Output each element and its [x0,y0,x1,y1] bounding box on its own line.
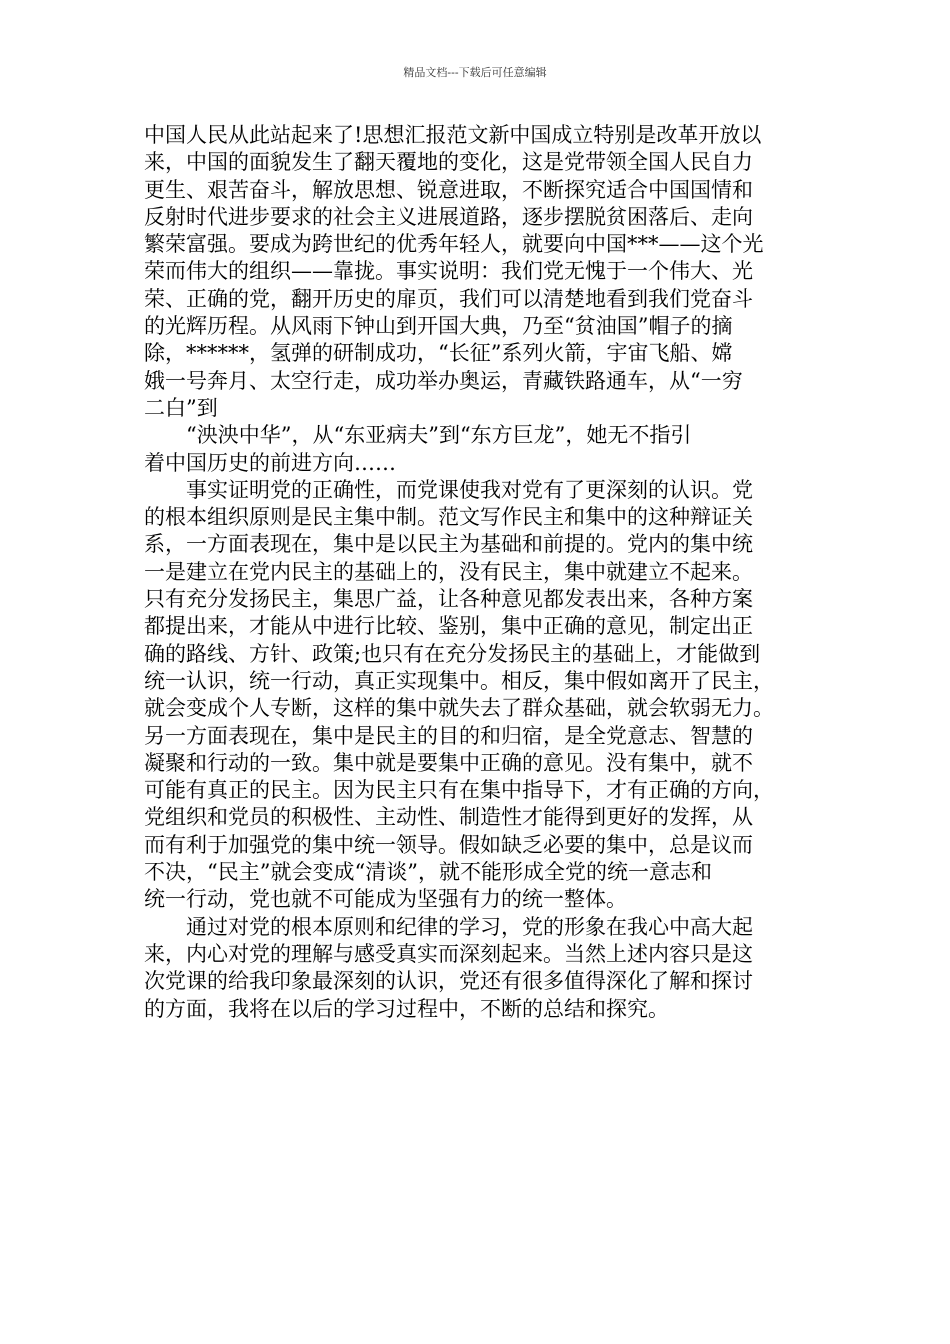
text-line: 着中国历史的前进方向…… [144,450,396,475]
text-line: 来，内心对党的理解与感受真实而深刻起来。当然上述内容只是这 [144,941,753,966]
text-line: 繁荣富强。要成为跨世纪的优秀年轻人，就要向中国***——这个光 [144,232,764,257]
text-line: 统一认识，统一行动，真正实现集中。相反，集中假如离开了民主， [144,668,774,693]
document-body [144,122,808,1023]
text-line: 党组织和党员的积极性、主动性、制造性才能得到更好的发挥，从 [144,805,753,830]
page-header: 精品文档---下载后可任意编辑 [403,66,547,79]
text-line: 通过对党的根本原则和纪律的学习，党的形象在我心中高大起 [144,914,753,939]
text-line: 系，一方面表现在，集中是以民主为基础和前提的。党内的集中统 [144,532,753,557]
text-line: 更生、艰苦奋斗，解放思想、锐意进取，不断探究适合中国国情和 [144,177,753,202]
text-line: 的根本组织原则是民主集中制。范文写作民主和集中的这种辩证关 [144,505,753,530]
text-line: 另一方面表现在，集中是民主的目的和归宿，是全党意志、智慧的 [144,723,753,748]
text-line: 中国人民从此站起来了!思想汇报范文新中国成立特别是改革开放以 [144,123,762,147]
text-line: 统一行动，党也就不可能成为坚强有力的统一整体。 [144,887,627,912]
text-line: 次党课的给我印象最深刻的认识，党还有很多值得深化了解和探讨 [144,969,753,994]
text-line: 荣而伟大的组织——靠拢。事实说明：我们党无愧于一个伟大、光 [144,259,753,284]
text-line: “泱泱中华”，从“东亚病夫”到“东方巨龙”，她无不指引 [144,423,692,448]
text-line: 的光辉历程。从风雨下钟山到开国大典，乃至“贫油国”帽子的摘 [144,314,733,339]
text-line: 二白”到 [144,395,218,420]
text-line: 就会变成个人专断，这样的集中就失去了群众基础，就会软弱无力。 [144,696,774,721]
text-line: 一是建立在党内民主的基础上的，没有民主，集中就建立不起来。 [144,559,753,584]
text-line: 而有利于加强党的集中统一领导。假如缺乏必要的集中，总是议而 [144,832,753,857]
text-line: 不决，“民主”就会变成“清谈”，就不能形成全党的统一意志和 [144,860,712,885]
text-line: 确的路线、方针、政策;也只有在充分发扬民主的基础上，才能做到 [144,641,761,666]
text-line: 只有充分发扬民主，集思广益，让各种意见都发表出来，各种方案 [144,587,753,612]
text-line: 可能有真正的民主。因为民主只有在集中指导下，才有正确的方向， [144,778,774,803]
text-line: 娥一号奔月、太空行走，成功举办奥运，青藏铁路通车，从“一穷 [144,368,743,393]
text-line: 凝聚和行动的一致。集中就是要集中正确的意见。没有集中，就不 [144,750,753,775]
text-line: 反射时代进步要求的社会主义进展道路，逐步摆脱贫困落后、走向 [144,204,753,229]
text-line: 除，******，氢弹的研制成功，“长征”系列火箭，宇宙飞船、嫦 [144,341,733,366]
text-line: 来，中国的面貌发生了翻天覆地的变化，这是党带领全国人民自力 [144,150,753,175]
text-line: 都提出来，才能从中进行比较、鉴别，集中正确的意见，制定出正 [144,614,753,639]
text-line: 荣、正确的党，翻开历史的扉页，我们可以清楚地看到我们党奋斗 [144,286,753,311]
text-line: 的方面，我将在以后的学习过程中，不断的总结和探究。 [144,996,669,1021]
text-line: 事实证明党的正确性，而党课使我对党有了更深刻的认识。党 [144,477,753,502]
